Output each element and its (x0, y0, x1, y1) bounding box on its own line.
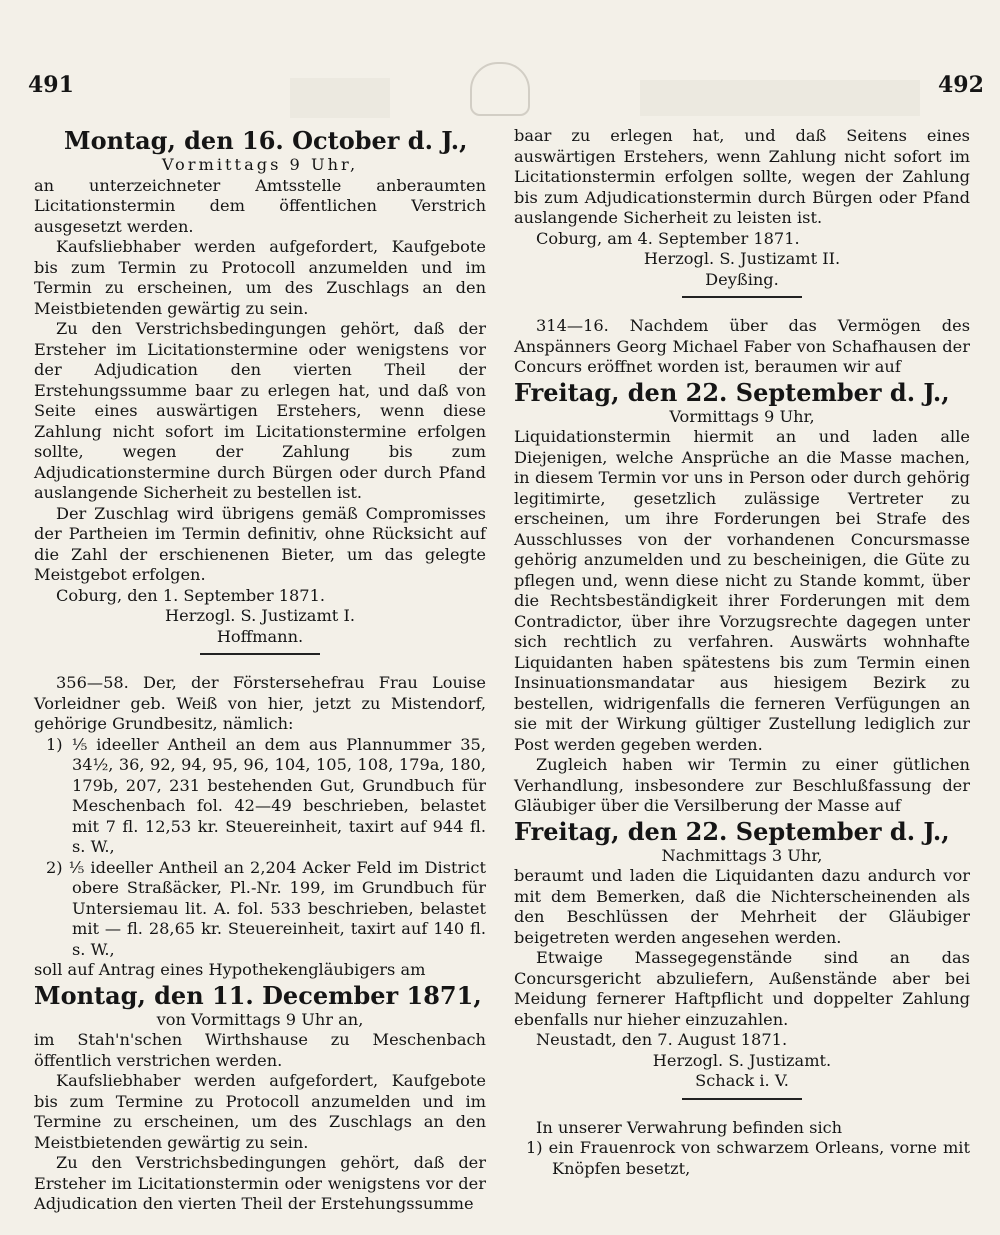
section-divider (682, 1098, 802, 1100)
notice-paragraph: beraumt und laden die Liquidanten dazu andurch vor mit dem Bemerken, daß die Nichterscheinenden als den Beschlüssen der Mehrheit der Gläubiger beigetreten werden angesehen werden. (514, 866, 970, 947)
notice-paragraph: Etwaige Massegegenstände sind an das Concursgericht abzuliefern, Außenstände aber bei Meidung fernerer Haftpflicht und doppelter Zahlung ebenfalls nur hieher einzuzahlen. (514, 948, 970, 1029)
notice-office: Herzogl. S. Justizamt I. (165, 606, 355, 625)
section-divider (682, 296, 802, 298)
list-item: 2) ⅕ ideeller Antheil an 2,204 Acker Feld im District obere Straßäcker, Pl.-Nr. 199, im Grundbuch für Untersiemau lit. A. fol. 533 beschrieben, belastet mit — fl. 28,65 kr. Steuereinheit, taxirt auf 140 fl. s. W., (46, 857, 486, 959)
notice-heading: Montag, den 11. December 1871, (34, 980, 482, 1010)
notice-office: Herzogl. S. Justizamt. (652, 1050, 832, 1070)
notice-paragraph: Zu den Verstrichsbedingungen gehört, daß der Ersteher im Licitationstermin oder wenigstens vor der Adjudication den vierten Theil der Erstehungssumme (34, 1153, 486, 1213)
notice-paragraph: Kaufsliebhaber werden aufgefordert, Kaufgebote bis zum Termin zu Protocoll anzumelden und im Termin zu erscheinen, um des Zuschlags an den Meistbietenden gewärtig zu sein. (34, 237, 486, 318)
notice-paragraph: Der Zuschlag wird übrigens gemäß Compromisses der Partheien im Termin definitiv, ohne Rücksicht auf die Zahl der erschienenen Bieter, um das gelegte Meistgebot erfolgen. (34, 503, 486, 584)
notice-signer: Deyßing. (705, 269, 779, 289)
notice-paragraph: Zugleich haben wir Termin zu einer gütlichen Verhandlung, insbesondere zur Beschlußfassung der Gläubiger über die Versilberung der Masse auf (514, 755, 970, 815)
bleed-through-text (640, 80, 920, 116)
notice-time: Vormittags 9 Uhr, (161, 155, 359, 174)
notice-signer: Hoffmann. (216, 626, 304, 646)
bleed-through-crest (470, 62, 530, 116)
notice-office: Herzogl. S. Justizamt II. (643, 249, 841, 268)
notice-paragraph: In unserer Verwahrung befinden sich (536, 1117, 843, 1137)
notice-paragraph: im Stah'n'schen Wirthshause zu Meschenbach öffentlich verstrichen werden. (34, 1030, 486, 1070)
notice-signer: Schack i. V. (695, 1071, 789, 1090)
notice-time: von Vormittags 9 Uhr an, (156, 1009, 364, 1029)
notice-place-date: Neustadt, den 7. August 1871. (536, 1030, 788, 1049)
right-column (514, 126, 970, 1179)
notice-intro: 314—16. Nachdem über das Vermögen des Anspänners Georg Michael Faber von Schafhausen der Concurs eröffnet worden ist, beraumen wir auf (514, 316, 970, 376)
notice-paragraph: an unterzeichneter Amtsstelle anberaumten Licitationstermin dem öffentlichen Verstrich ausgesetzt werden. (34, 175, 486, 236)
notice-intro: 356—58. Der, der Förstersehefrau Frau Louise Vorleidner geb. Weiß von hier, jetzt zu Mistendorf, gehörige Grundbesitz, nämlich: (34, 673, 486, 733)
notice-heading: Montag, den 16. October d. J., (64, 126, 468, 155)
notice-heading: Freitag, den 22. September d. J., (514, 377, 950, 407)
notice-paragraph: soll auf Antrag eines Hypothekengläubigers am (34, 960, 426, 979)
notice-paragraph: Liquidationstermin hiermit an und laden alle Diejenigen, welche Ansprüche an die Masse machen, in diesem Termin vor uns in Person oder durch gehörig legitimirte, gesetzlich zulässige Vertreter zu erscheinen, um ihre Forderungen bei Strafe des Ausschlusses von der vorhandenen Concursmasse gehörig anzumelden und zu bescheinigen, die Güte zu pflegen und, wenn diese nicht zu Stande kommt, über die Rechtsbeständigkeit ihrer Forderungen mit dem Contradictor, über ihre Vorzugsrechte dagegen unter sich rechtlich zu verfahren. Auswärts wohnhafte Liquidanten haben spätestens bis zum Termin einen Insinuationsmandatar aus hiesigem Bezirk zu bestellen, widrigenfalls die ferneren Verfügungen an sie mit der Wirkung gültiger Zustellung lediglich zur Post werden gegeben werden. (514, 427, 970, 754)
notice-place-date: Coburg, am 4. September 1871. (536, 228, 800, 248)
notice-time: Nachmittags 3 Uhr, (661, 845, 823, 865)
section-divider (200, 653, 320, 655)
notice-paragraph: baar zu erlegen hat, und daß Seitens eines auswärtigen Erstehers, wenn Zahlung nicht sofort im Licitationstermin erfolgen sollte, wegen der Zahlung bis zum Adjudicationstermin durch Bürgen oder Pfand auslangende Sicherheit zu leisten ist. (514, 126, 970, 227)
notice-paragraph: Zu den Verstrichsbedingungen gehört, daß der Ersteher im Licitationstermine oder wenigstens vor der Adjudication den vierten Theil der Erstehungssumme baar zu erlegen hat, und daß von Seite eines auswärtigen Erstehers, wenn diese Zahlung nicht sofort im Licitationstermine erfolgen sollte, wegen der Zahlung bis zum Adjudicationstermine durch Bürgen oder durch Pfand auslangende Sicherheit zu bestellen ist. (34, 319, 486, 502)
page-number-right: 492 (938, 72, 984, 98)
page-number-left: 491 (28, 72, 74, 98)
left-column (34, 126, 486, 1215)
notice-heading: Freitag, den 22. September d. J., (514, 816, 950, 846)
bleed-through-text (290, 78, 390, 118)
notice-time: Vormittags 9 Uhr, (669, 406, 815, 426)
list-item: 1) ein Frauenrock von schwarzem Orleans, vorne mit Knöpfen besetzt, (526, 1138, 970, 1178)
notice-place-date: Coburg, den 1. September 1871. (56, 585, 326, 605)
list-item: 1) ⅕ ideeller Antheil an dem aus Plannummer 35, 34½, 36, 92, 94, 95, 96, 104, 105, 108, 179a, 180, 179b, 207, 231 bestehenden Gut, Grundbuch für Meschenbach fol. 42—49 beschrieben, belastet mit 7 fl. 12,53 kr. Steuereinheit, taxirt auf 944 fl. s. W., (46, 734, 486, 856)
notice-paragraph: Kaufsliebhaber werden aufgefordert, Kaufgebote bis zum Termine zu Protocoll anzumelden und im Termine zu erscheinen, um des Zuschlags an den Meistbietenden gewärtig zu sein. (34, 1071, 486, 1152)
